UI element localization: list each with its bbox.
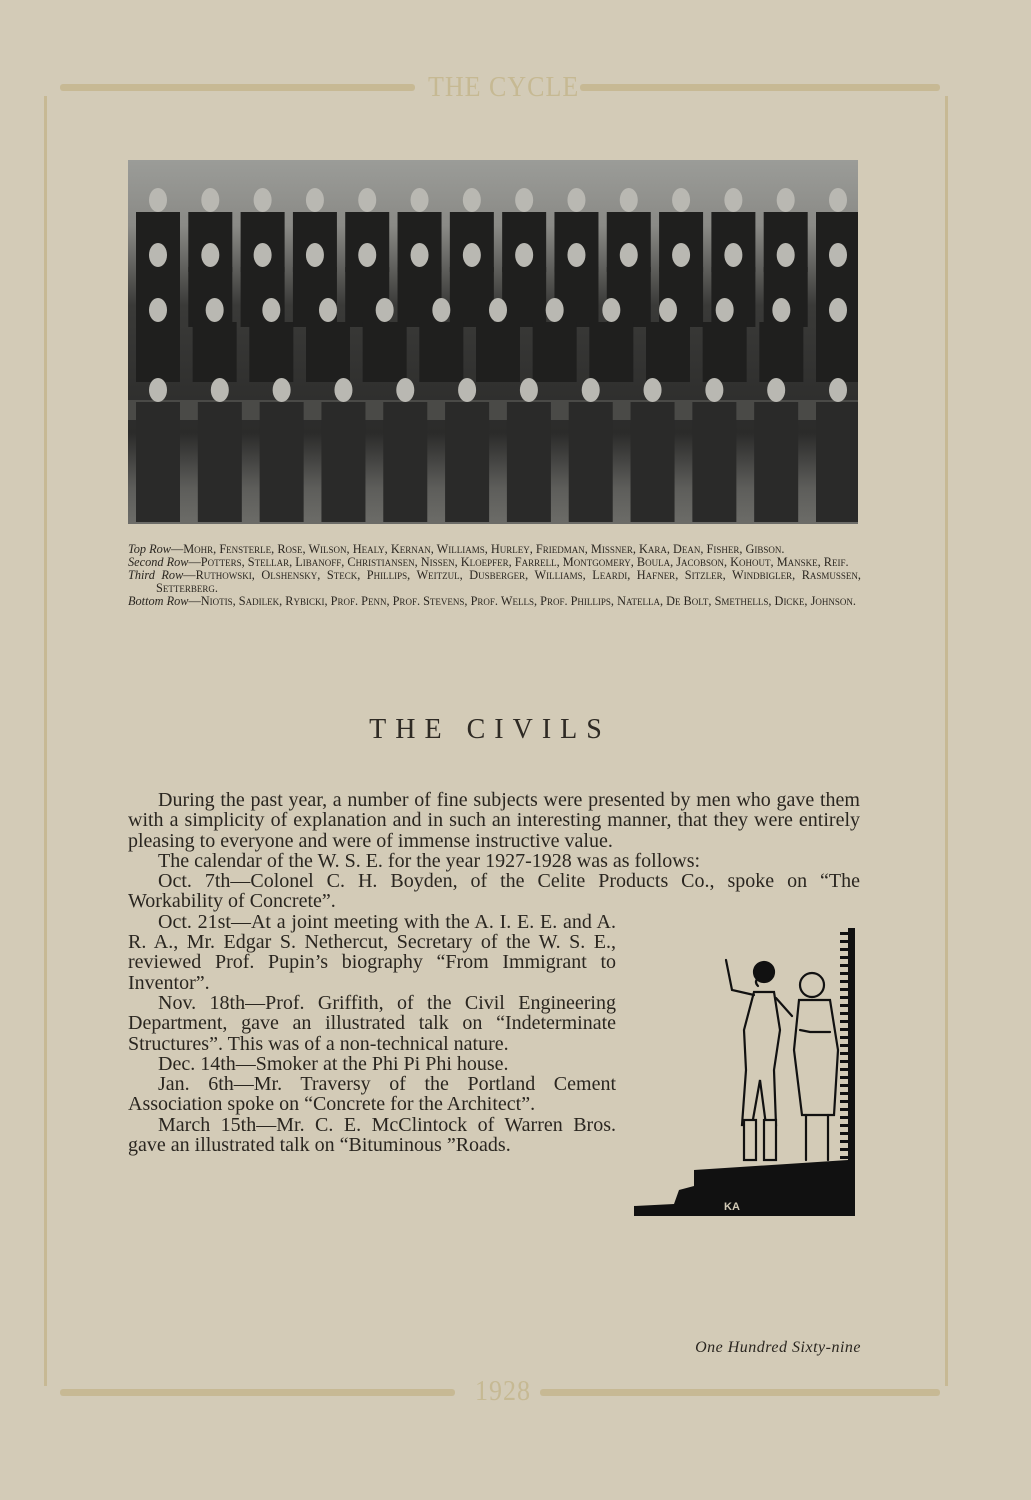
ruler-tick: [840, 1116, 849, 1119]
person-body: [589, 322, 633, 382]
person-face: [273, 378, 291, 402]
ruler-tick: [840, 1052, 849, 1055]
ruler-tick: [840, 1108, 849, 1111]
group-photo-figures: [128, 160, 858, 524]
row-names: Potters, Stellar, Libanoff, Christiansen, Nissen, Kloepfer, Farrell, Montgomery, Boula, Jacobson, Kohout, Manske, Reif.: [200, 555, 849, 570]
person-body: [533, 322, 577, 382]
page-number: One Hundred Sixty-nine: [695, 1339, 861, 1356]
ruler-tick: [840, 1140, 849, 1143]
row-label: Second Row: [128, 555, 189, 570]
ruler-bar: [848, 928, 855, 1216]
ruler-tick: [840, 1092, 849, 1095]
ruler-tick: [840, 940, 849, 943]
person-face: [829, 243, 847, 267]
person-body: [631, 402, 675, 522]
caption-row-top: Top Row—Mohr, Fensterle, Rose, Wilson, Healy, Kernan, Williams, Hurley, Friedman, Missner, Kara, Dean, Fisher, Gibson.: [128, 542, 785, 556]
person-face: [396, 378, 414, 402]
person-face: [515, 243, 533, 267]
frame-top-right-rule: [580, 84, 940, 91]
calendar-intro: The calendar of the W. S. E. for the year 1927-1928 was as follows:: [158, 849, 701, 872]
person-face: [567, 188, 585, 212]
row-names: Ruthowski, Olshensky, Steck, Phillips, Weitzul, Dusberger, Williams, Leardi, Hafner, Sitzler, Windbigler, Rasmussen, Setterberg.: [156, 568, 861, 596]
person-face: [777, 188, 795, 212]
person-face: [432, 298, 450, 322]
person-body: [445, 402, 489, 522]
event-item: Oct. 7th—Colonel C. H. Boyden, of the Celite Products Co., spoke on “The Workability of Concrete”.: [128, 870, 860, 913]
person-body: [383, 402, 427, 522]
frame-top-left-rule: [60, 84, 415, 91]
person-face: [724, 188, 742, 212]
person-face: [149, 298, 167, 322]
person-body: [703, 322, 747, 382]
person-face: [411, 243, 429, 267]
person-face: [254, 188, 272, 212]
ruler-tick: [840, 1036, 849, 1039]
ruler-tick: [840, 948, 849, 951]
ruler-tick: [840, 988, 849, 991]
person-body: [754, 402, 798, 522]
person-face: [306, 243, 324, 267]
ruler-tick: [840, 1156, 849, 1159]
person-face: [201, 188, 219, 212]
person-face: [644, 378, 662, 402]
person-body: [198, 402, 242, 522]
person-face: [358, 243, 376, 267]
ruler-tick: [840, 1020, 849, 1023]
person-face: [262, 298, 280, 322]
person-face: [201, 243, 219, 267]
person-body: [507, 402, 551, 522]
person-body: [646, 322, 690, 382]
person-face: [149, 378, 167, 402]
person-face: [777, 243, 795, 267]
intro-paragraph: During the past year, a number of fine subjects were presented by men who gave them with a simplicity of explanation and in such an interesting manner, that they were entirely pleasing to everyone and were of immense instructive value.: [128, 789, 860, 852]
running-title: THE CYCLE: [428, 70, 580, 103]
person-face: [458, 378, 476, 402]
person-body: [476, 322, 520, 382]
person-body: [249, 322, 293, 382]
ruler-tick: [840, 1068, 849, 1071]
ruler-tick: [840, 1028, 849, 1031]
person-face: [334, 378, 352, 402]
person-body: [816, 402, 858, 522]
person-face: [515, 188, 533, 212]
person-face: [567, 243, 585, 267]
event-item: March 15th—Mr. C. E. McClintock of Warren Bros. gave an illustrated talk on “Bituminous ”Roads.: [128, 1113, 616, 1157]
person-face: [672, 188, 690, 212]
person-body: [502, 267, 546, 327]
person-face: [254, 243, 272, 267]
person-body: [450, 267, 494, 327]
caption-row-second: Second Row—Potters, Stellar, Libanoff, Christiansen, Nissen, Kloepfer, Farrell, Montgomery, Boula, Jacobson, Kohout, Manske, Reif.: [128, 555, 849, 570]
person-face: [716, 298, 734, 322]
couple-illustration: [634, 920, 866, 1220]
person-face: [520, 378, 538, 402]
person-face: [411, 188, 429, 212]
person-face: [659, 298, 677, 322]
group-photo: [128, 160, 858, 524]
person-face: [602, 298, 620, 322]
ruler-tick: [840, 956, 849, 959]
person-face: [463, 188, 481, 212]
row-label: Third Row: [128, 568, 184, 583]
frame-bottom-right-rule: [540, 1389, 940, 1396]
person-face: [206, 298, 224, 322]
ruler-tick: [840, 1012, 849, 1015]
row-names: Mohr, Fensterle, Rose, Wilson, Healy, Kernan, Williams, Hurley, Friedman, Missner, Kara, Dean, Fisher, Gibson.: [183, 542, 785, 556]
illustration-signature: KA: [724, 1201, 740, 1213]
ruler-tick: [840, 1076, 849, 1079]
person-body: [136, 402, 180, 522]
ruler-tick: [840, 980, 849, 983]
person-body: [816, 322, 858, 382]
person-face: [767, 378, 785, 402]
person-face: [620, 188, 638, 212]
row-names: Niotis, Sadilek, Rybicki, Prof. Penn, Prof. Stevens, Prof. Wells, Prof. Phillips, Natella, De Bolt, Smethells, Dicke, Johnson.: [200, 594, 856, 609]
event-item: Dec. 14th—Smoker at the Phi Pi Phi house.: [158, 1052, 509, 1075]
row-label: Bottom Row: [128, 594, 189, 609]
person-body: [692, 402, 736, 522]
section-title: THE CIVILS: [369, 714, 611, 745]
person-face: [463, 243, 481, 267]
ruler-tick: [840, 964, 849, 967]
caption-row-third: Third Row—Ruthowski, Olshensky, Steck, Phillips, Weitzul, Dusberger, Williams, Leardi, Hafner, Sitzler, Windbigler, Rasmussen, Setterberg.: [128, 568, 861, 596]
person-face: [705, 378, 723, 402]
figures-line-art: [726, 960, 838, 1160]
ruler-tick: [840, 1132, 849, 1135]
event-item: Oct. 21st—At a joint meeting with the A. I. E. E. and A. R. A., Mr. Edgar S. Nethercut, Secretary of the W. S. E., reviewed Prof. Pupin’s biography “From Immigrant to Inventor”.: [128, 910, 616, 994]
person-face: [829, 188, 847, 212]
person-face: [306, 188, 324, 212]
person-face: [319, 298, 337, 322]
person-face: [620, 243, 638, 267]
ruler-tick: [840, 1124, 849, 1127]
caption-row-bottom: Bottom Row—Niotis, Sadilek, Rybicki, Prof. Penn, Prof. Stevens, Prof. Wells, Prof. Phillips, Natella, De Bolt, Smethells, Dicke, Johnson.: [128, 594, 856, 609]
event-item: Nov. 18th—Prof. Griffith, of the Civil Engineering Department, gave an illustrated talk on “Indeterminate Structures”. This was of a non-technical nature.: [128, 991, 616, 1055]
frame-year: 1928: [475, 1374, 531, 1407]
person-face: [149, 243, 167, 267]
person-body: [321, 402, 365, 522]
person-body: [260, 402, 304, 522]
event-item: Jan. 6th—Mr. Traversy of the Portland Cement Association spoke on “Concrete for the Architect”.: [128, 1073, 616, 1116]
ruler-tick: [840, 932, 849, 935]
person-body: [363, 322, 407, 382]
person-face: [582, 378, 600, 402]
ruler-tick: [840, 1060, 849, 1063]
ruler-tick: [840, 1148, 849, 1151]
person-body: [759, 322, 803, 382]
narrow-column: [128, 912, 616, 1156]
photo-caption: [128, 543, 861, 608]
person-face: [672, 243, 690, 267]
person-face: [829, 378, 847, 402]
person-face: [546, 298, 564, 322]
ruler-tick: [840, 1044, 849, 1047]
person-face: [149, 188, 167, 212]
ruler-tick: [840, 1084, 849, 1087]
person-body: [569, 402, 613, 522]
ruler-tick: [840, 1004, 849, 1007]
person-body: [193, 322, 237, 382]
person-face: [829, 298, 847, 322]
ruler-tick: [840, 1100, 849, 1103]
person-face: [358, 188, 376, 212]
person-face: [376, 298, 394, 322]
ruler-tick: [840, 996, 849, 999]
person-face: [724, 243, 742, 267]
person-face: [489, 298, 507, 322]
person-face: [211, 378, 229, 402]
row-label: Top Row: [128, 542, 171, 556]
person-body: [136, 322, 180, 382]
person-body: [306, 322, 350, 382]
ruler-tick: [840, 972, 849, 975]
person-body: [419, 322, 463, 382]
frame-bottom-left-rule: [60, 1389, 455, 1396]
ground-shadow: [634, 1160, 848, 1216]
person-face: [772, 298, 790, 322]
